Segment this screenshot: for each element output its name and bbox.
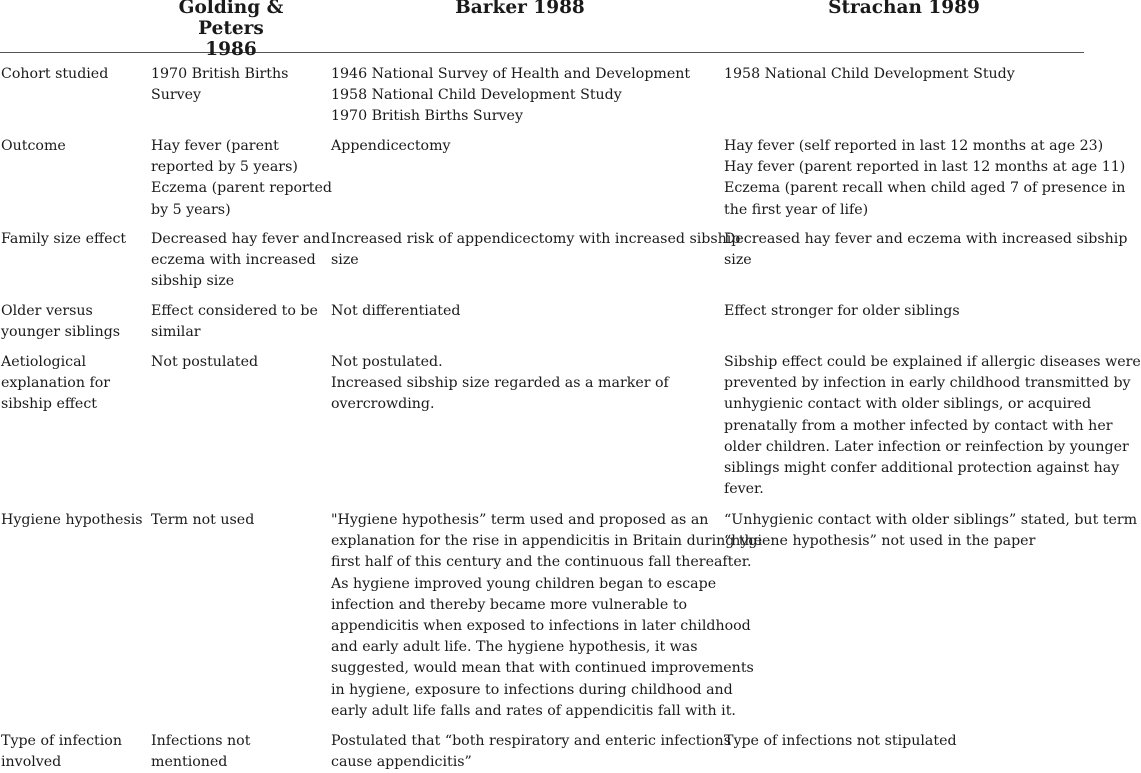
row-label xyxy=(1,731,122,773)
cell-text-line: “Unhygienic contact with older siblings” stated, but term xyxy=(724,512,1138,528)
cell-text-line: Hay fever (parent reported in last 12 months at age 11) xyxy=(724,159,1126,176)
cell-text-line: Decreased hay fever and xyxy=(151,231,330,247)
cell-text-line: Golding & Peters xyxy=(178,0,284,39)
cell-text-line: Aetiological xyxy=(1,354,87,370)
cell-text-line: Barker 1988 xyxy=(455,0,585,18)
cell-text-line: Survey xyxy=(151,87,202,104)
cell-text-line: Hay fever (self reported in last 12 months at age 23) xyxy=(724,138,1104,154)
cell-text-line: Increased risk of appendicectomy with increased sibship xyxy=(331,231,741,247)
cell-text-line: Hay fever (parent xyxy=(151,138,279,154)
cell-text-line: 1946 National Survey of Health and Development xyxy=(331,66,691,82)
row-label xyxy=(1,352,110,416)
cell-text-line: Term not used xyxy=(151,512,255,528)
cell-text-line: Effect considered to be xyxy=(151,303,318,319)
cell-barker xyxy=(331,136,451,157)
cell-text-line: Postulated that “both respiratory and enteric infections xyxy=(331,733,731,749)
cell-text-line: Not postulated xyxy=(151,354,259,370)
cell-text-line: “hygiene hypothesis” not used in the paper xyxy=(724,533,1036,550)
cell-text-line: by 5 years) xyxy=(151,201,231,218)
cell-text-line: Type of infections not stipulated xyxy=(724,733,957,749)
cell-text-line: As hygiene improved young children began to escape xyxy=(331,575,717,592)
cell-text-line: 1958 National Child Development Study xyxy=(724,66,1015,82)
cell-text-line: eczema with increased xyxy=(151,252,316,269)
cell-text-line: younger siblings xyxy=(1,324,121,341)
table-header xyxy=(0,0,1084,60)
cell-golding xyxy=(151,301,318,343)
cell-text-line: unhygienic contact with older siblings, or acquired xyxy=(724,396,1092,413)
cell-text-line: mentioned xyxy=(151,754,228,771)
cell-text-line: Eczema (parent recall when child aged 7 of presence in xyxy=(724,180,1126,197)
cell-text-line: overcrowding. xyxy=(331,396,435,413)
cell-text-line: 1958 National Child Development Study xyxy=(331,87,622,104)
cell-text-line: infection and thereby became more vulnerable to xyxy=(331,596,688,613)
cell-text-line: Appendicectomy xyxy=(331,138,451,154)
cell-text-line: involved xyxy=(1,754,62,771)
cell-text-line: the first year of life) xyxy=(724,201,869,218)
cell-text-line: explanation for the rise in appendicitis in Britain during the xyxy=(331,533,763,550)
cell-text-line: in hygiene, exposure to infections during childhood and xyxy=(331,681,733,698)
cell-barker xyxy=(331,510,762,722)
cell-text-line: early adult life falls and rates of appendicitis fall with it. xyxy=(331,702,736,719)
cell-golding xyxy=(151,229,330,293)
cell-strachan xyxy=(724,301,960,322)
cell-text-line: "Hygiene hypothesis” term used and proposed as an xyxy=(331,512,709,528)
cell-text-line: explanation for xyxy=(1,375,111,392)
cell-text-line: first half of this century and the continuous fall thereafter. xyxy=(331,554,752,571)
cell-text-line: Infections not xyxy=(151,733,251,749)
cell-text-line: Older versus xyxy=(1,303,93,319)
cell-text-line: prevented by infection in early childhood transmitted by xyxy=(724,375,1131,392)
cell-text-line: size xyxy=(724,252,752,269)
row-label xyxy=(1,510,143,531)
cell-text-line: older children. Later infection or reinfection by younger xyxy=(724,438,1129,455)
cell-text-line: Sibship effect could be explained if allergic diseases were xyxy=(724,354,1141,370)
cell-text-line: sibship size xyxy=(151,273,235,290)
cell-golding xyxy=(151,352,258,373)
cell-text-line: Increased sibship size regarded as a marker of xyxy=(331,375,669,392)
cell-text-line: Type of infection xyxy=(1,733,122,749)
cell-text-line: Strachan 1989 xyxy=(828,0,980,18)
cell-strachan xyxy=(724,136,1125,221)
cell-strachan xyxy=(724,229,1127,271)
cell-barker xyxy=(331,64,690,128)
cell-golding xyxy=(151,64,288,106)
cell-text-line: siblings might confer additional protection against hay xyxy=(724,460,1120,477)
row-label xyxy=(1,64,108,85)
header-strachan xyxy=(724,0,1084,18)
header-barker xyxy=(330,0,710,18)
cell-text-line: Family size effect xyxy=(1,231,127,247)
cell-text-line: Eczema (parent reported xyxy=(151,180,332,197)
cell-text-line: Hygiene hypothesis xyxy=(1,512,143,528)
row-label xyxy=(1,229,126,250)
cell-text-line: size xyxy=(331,252,359,269)
cell-text-line: Cohort studied xyxy=(1,66,109,82)
row-label xyxy=(1,301,120,343)
cell-golding xyxy=(151,510,254,531)
cell-strachan xyxy=(724,64,1015,85)
cell-text-line: suggested, would mean that with continued improvements xyxy=(331,660,754,677)
cell-text-line: Decreased hay fever and eczema with increased sibship xyxy=(724,231,1128,247)
cell-text-line: and early adult life. The hygiene hypothesis, it was xyxy=(331,639,698,656)
cell-text-line: cause appendicitis” xyxy=(331,754,472,771)
cell-golding xyxy=(151,136,332,221)
cell-text-line: prenatally from a mother infected by contact with her xyxy=(724,417,1113,434)
header-golding-peters xyxy=(146,0,316,60)
cell-text-line: fever. xyxy=(724,481,764,498)
cell-text-line: Effect stronger for older siblings xyxy=(724,303,960,319)
row-label xyxy=(1,136,66,157)
cell-text-line: 1970 British Births xyxy=(151,66,289,82)
cell-barker xyxy=(331,352,669,416)
cell-text-line: appendicitis when exposed to infections in later childhood xyxy=(331,618,751,635)
cell-text-line: sibship effect xyxy=(1,396,97,413)
cell-strachan xyxy=(724,352,1141,500)
cell-strachan xyxy=(724,510,1137,552)
cell-text-line: 1970 British Births Survey xyxy=(331,108,523,125)
cell-text-line: reported by 5 years) xyxy=(151,159,298,176)
cell-text-line: 1986 xyxy=(205,39,257,60)
cell-barker xyxy=(331,301,460,322)
cell-barker xyxy=(331,731,731,773)
cell-golding xyxy=(151,731,250,773)
cell-text-line: Not differentiated xyxy=(331,303,461,319)
cell-text-line: Not postulated. xyxy=(331,354,443,370)
cell-text-line: similar xyxy=(151,324,201,341)
cell-barker xyxy=(331,229,740,271)
cell-strachan xyxy=(724,731,957,752)
cell-text-line: Outcome xyxy=(1,138,66,154)
